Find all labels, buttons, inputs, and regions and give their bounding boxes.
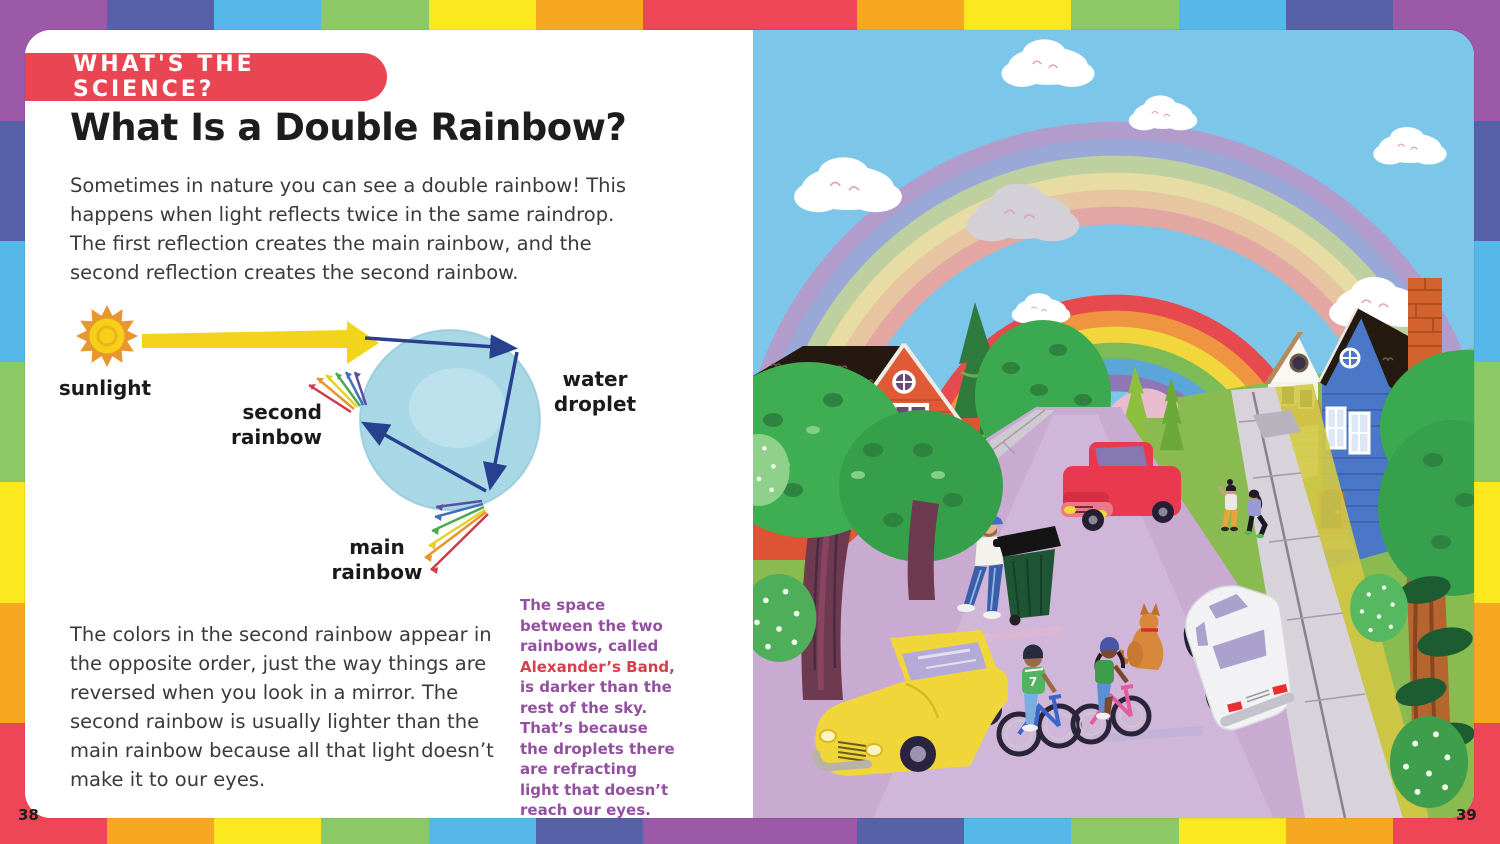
page-number-right: 39 (1456, 806, 1477, 824)
label-main-rainbow-1: main (349, 535, 405, 559)
svg-text:7: 7 (1028, 675, 1038, 689)
label-water-droplet-1: water (562, 367, 628, 391)
note-pre: The space between the two rainbows, called (520, 596, 663, 655)
water-droplet (360, 330, 540, 510)
note-post: , is darker than the rest of the sky. That’s because the droplets there are refracting light that doesn’t reach our eyes. (520, 657, 675, 818)
label-water-droplet-2: droplet (553, 392, 637, 416)
white-house-round-window (1291, 355, 1307, 371)
label-sunlight: sunlight (58, 376, 152, 400)
main-rainbow-fan (425, 501, 488, 574)
double-rainbow-diagram (45, 288, 725, 618)
sun-icon (76, 305, 138, 367)
label-second-rainbow-2: rainbow (231, 425, 322, 449)
sunbeam-arrow (142, 321, 379, 364)
alexanders-band-note (520, 595, 675, 818)
label-main-rainbow-2: rainbow (331, 560, 423, 584)
left-page (25, 30, 753, 818)
neighborhood-scene (753, 30, 1474, 818)
body-paragraph: The colors in the second rainbow appear in the opposite order, just the way things are reversed when you look in a mirror. The second rainbow is usually lighter than the main rainbow because all that light doesn’t make it to our eyes. (70, 623, 494, 791)
page-number-left: 38 (18, 806, 39, 824)
intro-paragraph: Sometimes in nature you can see a double rainbow! This happens when light reflects twice in the same raindrop. The first reflection creates the main rainbow, and the second reflection creates the second rainbow. (70, 174, 627, 284)
open-book-spread (25, 30, 1474, 818)
note-term: Alexander’s Band (520, 657, 670, 676)
label-second-rainbow-1: second (242, 400, 322, 424)
science-badge: WHAT'S THE SCIENCE? (25, 53, 387, 101)
round-gable-window (894, 372, 914, 392)
blue-house-round-window (1341, 349, 1359, 367)
right-page-illustration (753, 30, 1474, 818)
page-title: What Is a Double Rainbow? (70, 106, 627, 149)
